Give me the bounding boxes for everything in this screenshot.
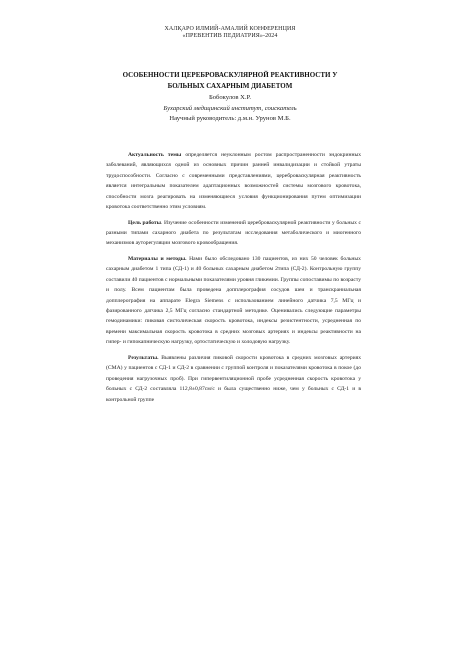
results-heading: Результаты. (128, 354, 159, 361)
relevance-text: определяется неуклонным ростом распространенности эндокринных заболеваний, являющихся одной из основных причин ранней инвалидизации и стойкой утраты трудоспособности. Согласно с современными представлениями, цереброваскулярная реактивность является интегральным показателем адаптационных возможностей системы мозгового кровотока, способности мозга реагировать на изменяющиеся условия функционирования путем оптимизации кровотока соответственно этим условиям. (106, 152, 361, 211)
author-name: Бобокулов Х.Р. (208, 94, 252, 101)
article-body (106, 150, 361, 410)
goal-heading: Цель работы (128, 219, 162, 226)
methods-heading: Материалы и методы. (128, 256, 187, 263)
goal-paragraph (106, 218, 361, 249)
article-title-line-2: БОЛЬНЫХ САХАРНЫМ ДИАБЕТОМ (167, 82, 293, 90)
results-paragraph (106, 353, 361, 405)
conference-name: ХАЛҚАРО ИЛМИЙ-АМАЛИЙ КОНФЕРЕНЦИЯ (164, 26, 296, 32)
conference-edition: «ПРЕВЕНТИВ ПЕДИАТРИЯ»-2024 (182, 33, 278, 39)
article-title-line-1: ОСОБЕННОСТИ ЦЕРЕБРОВАСКУЛЯРНОЙ РЕАКТИВНОСТИ У (122, 71, 338, 79)
results-text: Выявлены различия пиковой скорости кровотока в средних мозговых артериях (СМА) у пациентов с СД-1 и СД-2 в сравнении с группой контроля и показателями кровотока в покое (до проведения нагрузочных проб). При гипервентиляционной пробе усредненная скорость кровотока у больных с СД-2 составляла 112,8±0,87см/с и была существенно ниже, чем у больных с СД-1 и в контрольной группе (106, 354, 361, 403)
relevance-paragraph (106, 150, 361, 212)
goal-text: . Изучение особенности изменений цереброваскулярной реактивности у больных с разными типами сахарного диабета по результатам исследования метаболического и миогенного механизмов ауторегуляции мозгового кровообращения. (106, 219, 361, 247)
methods-paragraph (106, 254, 361, 348)
relevance-heading: Актуальность темы (128, 152, 182, 158)
author-institution: Бухарский медицинский институт, соискатель (163, 105, 297, 112)
scientific-supervisor: Научный руководитель: д.м.н. Урунов М.Б. (169, 115, 291, 122)
methods-text: Нами было обследовано 130 пациентов, из них 50 человек больных сахарным диабетом 1 типа (СД-1) и 40 больных сахарным диабетом 2типа (СД-2). Контрольную группу составили 40 пациентов с нормальными показателями уровня гликемии. Группы сопоставимы по возрасту и полу. Всем пациентам была проведена допплерография сосудов шеи и транскраниальная допплерография на аппарате Elegra Siemens с использованием линейного датчика 7,5 МГц и фазированного датчика 2,5 МГц согласно стандартной методике. Оценивались следующие параметры гемодинамики: пиковая систолическая скорость кровотока, индексы резистентности, усредненная по времени максимальная скорость кровотока в средних мозговых артериях и индексы реактивности на гипер- и гипокапническую нагрузку, ортостатическую и холодовую нагрузку. (106, 256, 361, 346)
